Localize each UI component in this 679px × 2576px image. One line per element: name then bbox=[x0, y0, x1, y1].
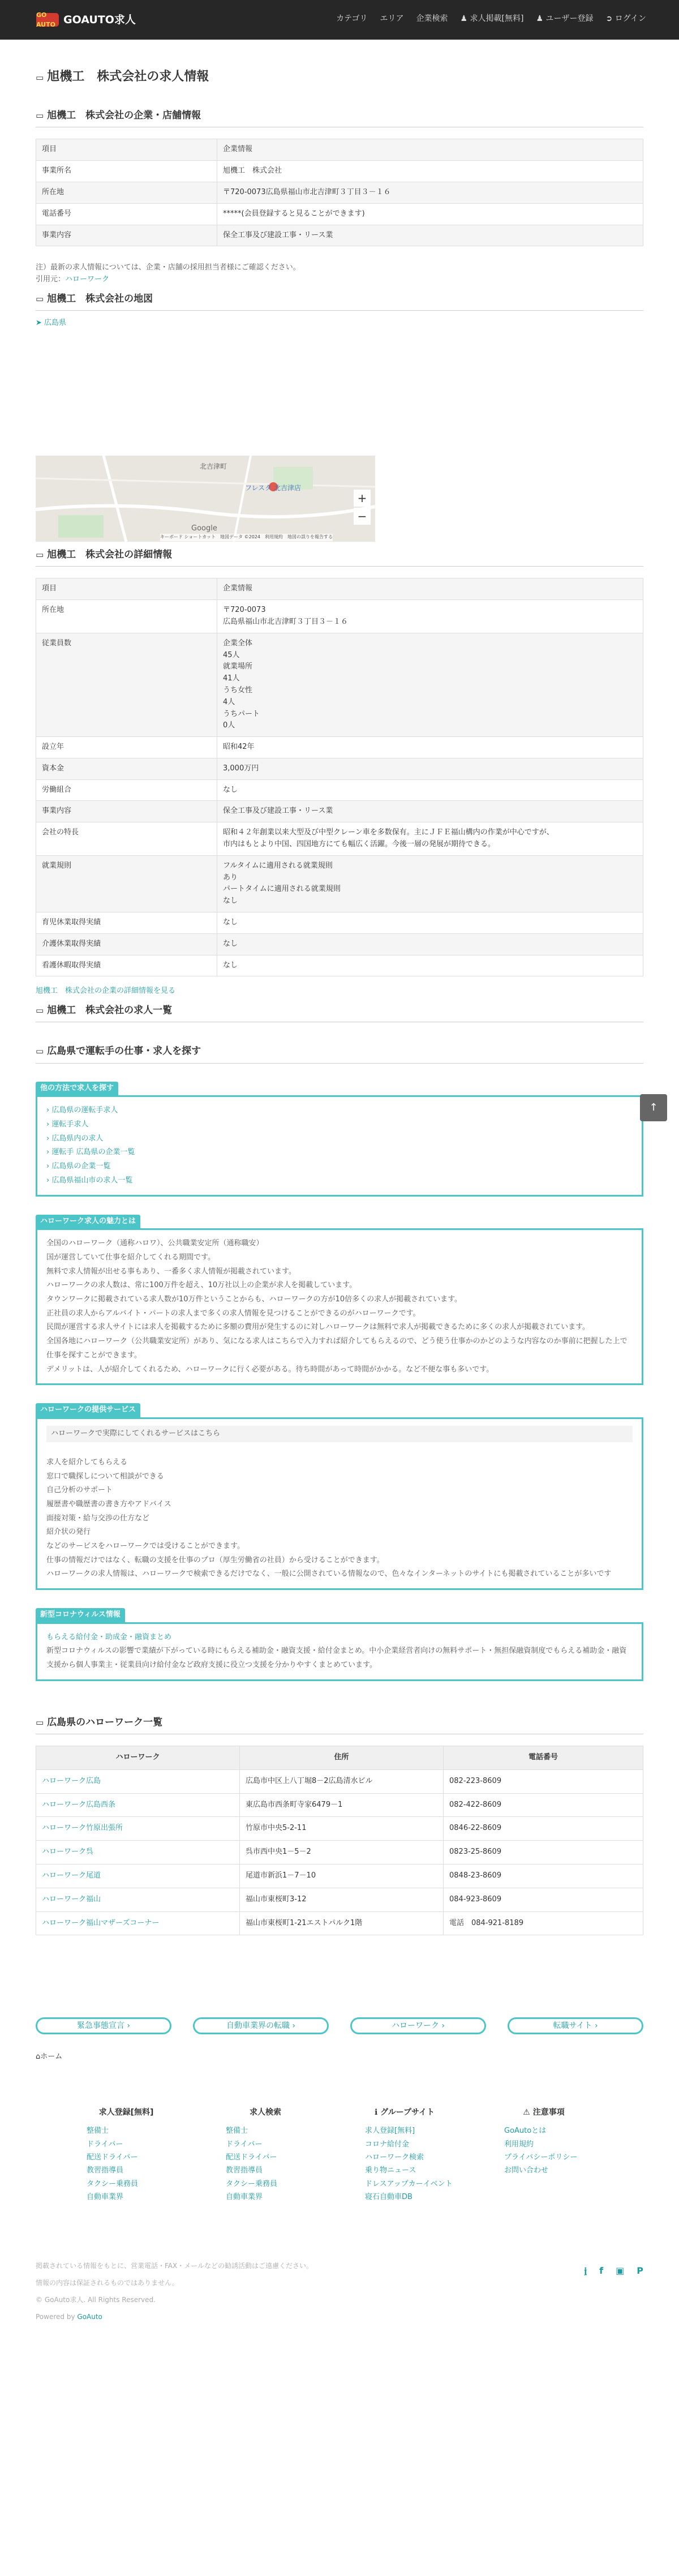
table-row bbox=[36, 822, 643, 856]
footer-link[interactable]: 配送ドライバー bbox=[87, 2153, 138, 2162]
table-cell: なし bbox=[217, 933, 643, 955]
table-row bbox=[36, 758, 643, 779]
table-row bbox=[36, 182, 643, 203]
table-cell: 項目 bbox=[36, 578, 217, 600]
footer-link[interactable]: 教習指導員 bbox=[87, 2166, 124, 2175]
column-header: ハローワーク bbox=[36, 1746, 240, 1770]
chevron-right-icon: › bbox=[292, 2021, 296, 2030]
hw-charm-content bbox=[36, 1228, 643, 1385]
chevron-right-icon: › bbox=[46, 1134, 50, 1143]
table-cell: 旭機工 株式会社 bbox=[217, 161, 643, 182]
location-icon: ➤ bbox=[36, 319, 42, 328]
chevron-right-icon: › bbox=[46, 1106, 50, 1115]
table-row bbox=[36, 912, 643, 934]
powered-prefix: Powered by bbox=[36, 2312, 75, 2321]
warning-icon: ⚠ bbox=[523, 2107, 530, 2117]
hw-service-content bbox=[36, 1417, 643, 1590]
table-header-row bbox=[36, 1746, 643, 1770]
hw-link[interactable]: ハローワーク呉 bbox=[42, 1848, 94, 1857]
map-label-place: フレスタ 北吉津店 bbox=[245, 484, 301, 492]
search-heading-text: 広島県で運転手の仕事・求人を探す bbox=[47, 1045, 201, 1057]
breadcrumb-home[interactable]: ホーム bbox=[40, 2052, 63, 2061]
footer-link[interactable]: プライバシーポリシー bbox=[504, 2153, 578, 2162]
table-cell: なし bbox=[217, 779, 643, 801]
footer-col-title bbox=[504, 2106, 583, 2119]
store-table bbox=[36, 139, 643, 246]
list-item[interactable] bbox=[46, 1146, 633, 1160]
footer-link[interactable]: ドライバー bbox=[226, 2140, 263, 2149]
table-cell: 尾道市新浜1－7－10 bbox=[240, 1865, 444, 1888]
building-icon: ▭ bbox=[36, 1046, 44, 1057]
table-row bbox=[36, 1865, 643, 1888]
building-icon: ▭ bbox=[36, 1717, 44, 1728]
hw-table-scroll[interactable] bbox=[36, 1734, 643, 1969]
table-row bbox=[36, 1817, 643, 1841]
pill-emergency[interactable] bbox=[36, 2017, 171, 2034]
login-icon: ➲ bbox=[605, 14, 613, 23]
service-item: 窓口で職探しについて相談ができる bbox=[46, 1472, 164, 1481]
scroll-to-top-button[interactable] bbox=[640, 1094, 667, 1121]
footer-link[interactable]: 配送ドライバー bbox=[226, 2153, 277, 2162]
text-line: 全国のハローワーク（通称ハロワ）、公共職業安定所（通称職安） bbox=[46, 1239, 264, 1248]
service-item: 紹介状の発行 bbox=[46, 1528, 91, 1537]
powered-link[interactable]: GoAuto bbox=[77, 2312, 102, 2321]
hw-link[interactable]: ハローワーク広島西条 bbox=[42, 1800, 116, 1809]
related-links bbox=[36, 2017, 643, 2034]
footer-link[interactable]: 整備士 bbox=[226, 2127, 248, 2136]
nav-category[interactable]: カテゴリ bbox=[336, 14, 368, 23]
company-detail-link[interactable]: 旭機工 株式会社の企業の詳細情報を見る bbox=[36, 987, 176, 996]
table-cell: 0846-22-8609 bbox=[444, 1817, 643, 1841]
site-logo[interactable] bbox=[36, 11, 136, 28]
nav-company-search[interactable]: 企業検索 bbox=[416, 14, 448, 23]
service-item: 自己分析のサポート bbox=[46, 1486, 113, 1495]
hw-charm-tag: ハローワーク求人の魅力とは bbox=[36, 1215, 140, 1229]
search-link[interactable]: 広島県福山市の求人一覧 bbox=[51, 1176, 133, 1185]
pill-hellowork[interactable] bbox=[350, 2017, 486, 2034]
list-item[interactable] bbox=[46, 1174, 633, 1188]
footer-link[interactable]: ドライバー bbox=[87, 2140, 123, 2149]
arrow-up-icon: ↑ bbox=[649, 1101, 658, 1113]
chevron-right-icon: › bbox=[46, 1120, 50, 1129]
corona-link[interactable]: もらえる給付金・助成金・融資まとめ bbox=[46, 1632, 172, 1641]
map-attribution: キーボード ショートカット 地図データ ©2024 利用規約 地図の誤りを報告する bbox=[160, 534, 333, 541]
twitter-icon[interactable]: 𝖏 bbox=[584, 2265, 587, 2276]
table-cell: 電話番号 bbox=[36, 203, 217, 225]
store-section-heading bbox=[36, 108, 643, 127]
nav-area[interactable]: エリア bbox=[380, 14, 404, 23]
table-cell: 事業内容 bbox=[36, 225, 217, 246]
table-row bbox=[36, 955, 643, 976]
table-cell: *****(会員登録すると見ることができます) bbox=[217, 203, 643, 225]
hw-link[interactable]: ハローワーク福山マザーズコーナー bbox=[42, 1918, 160, 1927]
corona-text: 新型コロナウィルスの影響で業績が下がっている時にもらえる補助金・融資支援・給付金まとめ。中小企業経営者向けの無料サポート・無担保融資制度でもらえる補助金・融資支援から個人事業主・従業員向け給付金など政府支援に役立つ支援を分かりやすくまとめています。 bbox=[46, 1647, 627, 1670]
text-line: 民間が運営する求人サイトには求人を掲載するために多額の費用が発生するのに対しハローワークは無料で求人が掲載できるために多くの求人が掲載されています。 bbox=[46, 1323, 590, 1332]
table-cell: 082-422-8609 bbox=[444, 1793, 643, 1817]
hw-charm-box bbox=[36, 1215, 643, 1386]
footer-col-title bbox=[365, 2106, 444, 2119]
table-cell: 企業全体 45人 就業場所 41人 うち女性 4人 うちパート 0人 bbox=[217, 633, 643, 736]
map-heading-text: 旭機工 株式会社の地図 bbox=[47, 293, 153, 305]
table-cell: 竹原市中央5-2-11 bbox=[240, 1817, 444, 1841]
text-line: ハローワークの求人数は、常に100万件を超え、10万社以上の企業が求人を掲載しています。 bbox=[46, 1281, 357, 1290]
hw-table bbox=[36, 1746, 643, 1935]
footer-link[interactable]: 乗り物ニュース bbox=[365, 2166, 416, 2175]
table-cell: 看護休暇取得実績 bbox=[36, 955, 217, 976]
text-line: などのサービスをハローワークでは受けることができます。 bbox=[46, 1541, 244, 1550]
table-row bbox=[36, 1769, 643, 1793]
instagram-icon[interactable]: ▣ bbox=[616, 2265, 625, 2276]
text-line: 仕事の情報だけではなく、転職の支援を仕事のプロ（厚生労働省の社員）から受けることができます。 bbox=[46, 1555, 384, 1565]
logo-text: GOAUTO求人 bbox=[63, 14, 136, 26]
other-search-tag: 他の方法で求人を探す bbox=[36, 1082, 118, 1096]
note-line: 注）最新の求人情報については、企業・店舗の採用担当者様にご確認ください。 bbox=[36, 263, 300, 272]
nav-register-label: ユーザー登録 bbox=[545, 14, 594, 23]
footer-col-title-text: グループサイト bbox=[380, 2107, 435, 2117]
footer-link[interactable]: タクシー乗務員 bbox=[226, 2179, 278, 2188]
table-cell: 労働組合 bbox=[36, 779, 217, 801]
search-link[interactable]: 広島県の企業一覧 bbox=[51, 1162, 111, 1171]
nav-register[interactable] bbox=[536, 12, 593, 25]
table-row bbox=[36, 633, 643, 736]
table-cell: 084-923-8609 bbox=[444, 1888, 643, 1911]
footer-col-title-text: 注意事項 bbox=[532, 2107, 565, 2117]
hw-list-heading-text: 広島県のハローワーク一覧 bbox=[47, 1716, 163, 1728]
store-heading-text: 旭機工 株式会社の企業・店舗情報 bbox=[47, 110, 201, 122]
list-item[interactable] bbox=[46, 1104, 633, 1118]
table-cell: 企業情報 bbox=[217, 139, 643, 161]
building-icon: ▭ bbox=[36, 293, 44, 304]
source-prefix: 引用元： bbox=[36, 275, 66, 284]
table-row bbox=[36, 203, 643, 225]
building-icon: ▭ bbox=[36, 1005, 44, 1016]
table-row bbox=[36, 1888, 643, 1911]
breadcrumb bbox=[36, 2051, 643, 2063]
table-row bbox=[36, 161, 643, 182]
footer-link[interactable]: 自動車業界 bbox=[87, 2193, 124, 2202]
nav-login[interactable] bbox=[606, 12, 647, 25]
table-cell: 企業情報 bbox=[217, 578, 643, 600]
chevron-right-icon: › bbox=[46, 1176, 50, 1185]
detail-section-heading bbox=[36, 547, 643, 567]
service-item: 求人を紹介してもらえる bbox=[46, 1458, 128, 1467]
table-cell: 項目 bbox=[36, 139, 217, 161]
text-line: 正社員の求人からアルバイト・パートの求人まで多くの求人情報を見つけることができるのがハローワークです。 bbox=[46, 1309, 420, 1318]
footer-link[interactable]: タクシー乗務員 bbox=[87, 2179, 139, 2188]
table-row bbox=[36, 855, 643, 912]
user-icon: ♟ bbox=[536, 14, 544, 23]
table-cell: 事業内容 bbox=[36, 801, 217, 822]
other-search-box bbox=[36, 1082, 643, 1197]
map-label-town: 北吉津町 bbox=[200, 462, 227, 471]
pill-label: ハローワーク bbox=[391, 2021, 439, 2030]
table-cell: 広島市中区上八丁堀8－2広島清水ビル bbox=[240, 1769, 444, 1793]
map-area-link[interactable]: 広島県 bbox=[44, 319, 67, 328]
jobs-heading-text: 旭機工 株式会社の求人一覧 bbox=[47, 1005, 173, 1017]
map-area bbox=[36, 318, 643, 542]
table-cell: 事業所名 bbox=[36, 161, 217, 182]
table-cell: 3,000万円 bbox=[217, 758, 643, 779]
jobs-section-heading bbox=[36, 1003, 643, 1022]
table-cell: 会社の特長 bbox=[36, 822, 217, 856]
table-cell: 電話 084-921-8189 bbox=[444, 1911, 643, 1935]
footer-link[interactable]: 整備士 bbox=[87, 2127, 109, 2136]
table-row bbox=[36, 933, 643, 955]
copyright: © GoAuto求人. All Rights Reserved. bbox=[36, 2295, 156, 2304]
service-intro: ハローワークで実際にしてくれるサービスはこちら bbox=[46, 1426, 633, 1442]
text-line: タウンワークに掲載されている求人数が10万件ということからも、ハローワークの方が10倍多くの求人が掲載されています。 bbox=[46, 1295, 462, 1304]
search-section-heading bbox=[36, 1044, 643, 1063]
table-cell: 保全工事及び建設工事・リース業 bbox=[217, 801, 643, 822]
footer-col-notes bbox=[504, 2106, 643, 2204]
google-map[interactable] bbox=[36, 456, 375, 542]
table-cell: 就業規則 bbox=[36, 855, 217, 912]
table-cell: 0848-23-8609 bbox=[444, 1865, 643, 1888]
footer-col-group bbox=[365, 2106, 504, 2204]
table-cell: 昭和42年 bbox=[217, 737, 643, 758]
logo-car-icon: GO AUTO bbox=[36, 13, 59, 27]
table-row bbox=[36, 779, 643, 801]
footer-link[interactable]: GoAutoとは bbox=[504, 2127, 547, 2136]
chevron-right-icon: › bbox=[594, 2021, 598, 2030]
hw-link[interactable]: ハローワーク竹原出張所 bbox=[42, 1824, 123, 1833]
table-cell: フルタイムに適用される就業規則 あり パートタイムに適用される就業規則 なし bbox=[217, 855, 643, 912]
chevron-right-icon: › bbox=[46, 1148, 50, 1157]
pill-car-industry[interactable] bbox=[193, 2017, 329, 2034]
table-row bbox=[36, 737, 643, 758]
footer-bottom bbox=[36, 2257, 643, 2325]
text-line: 無料で求人情報が出せる事もあり、一番多く求人情報が掲載されています。 bbox=[46, 1267, 296, 1276]
info-icon: ℹ bbox=[374, 2107, 378, 2117]
table-cell: 〒720-0073広島県福山市北吉津町３丁目３－１６ bbox=[217, 182, 643, 203]
list-item[interactable] bbox=[46, 1160, 633, 1174]
pill-label: 緊急事態宣言 bbox=[76, 2021, 124, 2030]
table-row bbox=[36, 801, 643, 822]
table-cell: 昭和４２年創業以来大型及び中型クレーン車を多数保有。主にＪＦＥ福山構内の作業が中心ですが、 市内はもとより中国、四国地方にても幅広く活躍。今後一層の発展が期待できる。 bbox=[217, 822, 643, 856]
hw-list-heading bbox=[36, 1715, 643, 1734]
table-row bbox=[36, 139, 643, 161]
footer-disclaimer: 情報の内容は保証されるものではありません。 bbox=[36, 2278, 179, 2287]
table-cell: なし bbox=[217, 955, 643, 976]
hw-link[interactable]: ハローワーク福山 bbox=[42, 1895, 101, 1904]
table-cell: 東広島市西条町寺家6479－1 bbox=[240, 1793, 444, 1817]
nav-post-job-label: 求人掲載[無料] bbox=[470, 14, 524, 23]
table-cell: なし bbox=[217, 912, 643, 934]
powered-by bbox=[36, 2308, 643, 2325]
corona-content bbox=[36, 1622, 643, 1681]
table-cell: 所在地 bbox=[36, 182, 217, 203]
disclaimer-note bbox=[36, 262, 643, 286]
search-link[interactable]: 広島県内の求人 bbox=[51, 1134, 104, 1143]
hw-service-box bbox=[36, 1403, 643, 1590]
table-row bbox=[36, 1841, 643, 1865]
footer-link[interactable]: お問い合わせ bbox=[504, 2166, 549, 2175]
search-link[interactable]: 運転手求人 bbox=[51, 1120, 89, 1129]
footer-disclaimer: 掲載されている情報をもとに、営業電話・FAX・メールなどの勧誘活動はご遠慮ください。 bbox=[36, 2261, 313, 2270]
table-row bbox=[36, 600, 643, 633]
table-cell: 保全工事及び建設工事・リース業 bbox=[217, 225, 643, 246]
table-row bbox=[36, 225, 643, 246]
building-icon: ▭ bbox=[36, 110, 44, 121]
hw-link[interactable]: ハローワーク尾道 bbox=[42, 1871, 101, 1880]
footer-link[interactable]: 利用規約 bbox=[504, 2140, 534, 2149]
main-content bbox=[36, 67, 643, 2342]
corona-tag: 新型コロナウィルス情報 bbox=[36, 1608, 125, 1622]
footer-link[interactable]: 求人登録[無料] bbox=[365, 2127, 415, 2136]
map-section-heading bbox=[36, 292, 643, 311]
footer-col-title: 求人登録[無料] bbox=[98, 2107, 154, 2117]
footer-link[interactable]: 教習指導員 bbox=[226, 2166, 263, 2175]
table-row bbox=[36, 1911, 643, 1935]
detail-link-row bbox=[36, 985, 643, 997]
service-item: 履歴書や職歴書の書き方やアドバイス bbox=[46, 1499, 171, 1508]
footer-col-register bbox=[87, 2106, 226, 2204]
text-line: 国が運営していて仕事を紹介してくれる期間です。 bbox=[46, 1253, 215, 1262]
table-cell: 0823-25-8609 bbox=[444, 1841, 643, 1865]
table-cell: 所在地 bbox=[36, 600, 217, 633]
footer-link[interactable]: 寝石自動車DB bbox=[365, 2193, 412, 2202]
table-row bbox=[36, 578, 643, 600]
detail-table bbox=[36, 578, 643, 976]
list-item[interactable] bbox=[46, 1132, 633, 1146]
table-cell: 福山市東桜町3-12 bbox=[240, 1888, 444, 1911]
facebook-icon[interactable]: f bbox=[599, 2265, 604, 2276]
user-icon: ♟ bbox=[460, 14, 468, 23]
table-cell: 呉市西中央1－5－2 bbox=[240, 1841, 444, 1865]
table-cell: 福山市東桜町1-21エストパルク1階 bbox=[240, 1911, 444, 1935]
text-line: ハローワークの求人情報は、ハローワークで検索できるだけでなく、一般に公開されている情報なので、色々なインターネットのサイトにも掲載されていることが多いです bbox=[46, 1570, 612, 1579]
footer-link[interactable]: 自動車業界 bbox=[226, 2193, 263, 2202]
footer-link[interactable]: ハローワーク検索 bbox=[365, 2153, 424, 2162]
corona-box bbox=[36, 1608, 643, 1681]
pill-label: 自動車業界の転職 bbox=[226, 2021, 290, 2030]
home-icon: ⌂ bbox=[36, 2052, 41, 2061]
source-link[interactable]: ハローワーク bbox=[65, 275, 110, 284]
page-title-text: 旭機工 株式会社の求人情報 bbox=[47, 70, 209, 84]
service-item: 面接対策・給与交渉の仕方など bbox=[46, 1514, 150, 1523]
footer-link[interactable]: ドレスアップカーイベント bbox=[365, 2179, 453, 2188]
building-icon: ▭ bbox=[36, 550, 44, 560]
table-cell: 介護休業取得実績 bbox=[36, 933, 217, 955]
pill-job-sites[interactable] bbox=[508, 2017, 643, 2034]
table-cell: 設立年 bbox=[36, 737, 217, 758]
search-link[interactable]: 広島県の運転手求人 bbox=[51, 1106, 118, 1115]
footer-col-search bbox=[226, 2106, 365, 2204]
chevron-right-icon: › bbox=[127, 2021, 131, 2030]
footer-columns bbox=[87, 2106, 643, 2204]
search-link[interactable]: 運転手 広島県の企業一覧 bbox=[51, 1148, 135, 1157]
table-cell: 資本金 bbox=[36, 758, 217, 779]
zoom-out-button[interactable]: − bbox=[354, 508, 371, 525]
nav-login-label: ログイン bbox=[614, 14, 646, 23]
column-header: 住所 bbox=[240, 1746, 444, 1770]
source-line bbox=[36, 274, 643, 286]
table-cell: 従業員数 bbox=[36, 633, 217, 736]
page-title bbox=[36, 67, 643, 92]
social-links bbox=[584, 2260, 643, 2282]
table-row bbox=[36, 1793, 643, 1817]
building-icon: ▭ bbox=[36, 72, 44, 83]
footer-col-title: 求人検索 bbox=[250, 2107, 281, 2117]
site-header bbox=[0, 0, 679, 40]
google-logo: Google bbox=[191, 524, 217, 533]
map-area-link-row bbox=[36, 318, 643, 329]
footer-link[interactable]: コロナ給付金 bbox=[365, 2140, 410, 2149]
pinterest-icon[interactable]: P bbox=[637, 2265, 643, 2276]
table-cell: 082-223-8609 bbox=[444, 1769, 643, 1793]
chevron-right-icon: › bbox=[46, 1162, 50, 1171]
list-item[interactable] bbox=[46, 1118, 633, 1132]
chevron-right-icon: › bbox=[441, 2021, 445, 2030]
detail-heading-text: 旭機工 株式会社の詳細情報 bbox=[47, 549, 173, 561]
zoom-in-button[interactable]: + bbox=[354, 490, 371, 507]
nav-post-job[interactable] bbox=[461, 12, 524, 25]
column-header: 電話番号 bbox=[444, 1746, 643, 1770]
header-nav bbox=[336, 12, 646, 25]
hw-service-tag: ハローワークの提供サービス bbox=[36, 1403, 140, 1417]
pill-label: 転職サイト bbox=[553, 2021, 592, 2030]
text-line: 全国各地にハローワーク（公共職業安定所）があり、気になる求人はこちらで入力すれば紹介してもらえるので、どう使う仕事かのかどのような内容なのか事前に把握した上で仕事を探すことができます。 bbox=[46, 1337, 628, 1360]
hw-link[interactable]: ハローワーク広島 bbox=[42, 1776, 101, 1785]
other-search-content bbox=[36, 1095, 643, 1196]
table-cell: 育児休業取得実績 bbox=[36, 912, 217, 934]
text-line: デメリットは、人が紹介してくれるため、ハローワークに行く必要がある。待ち時間があって時間がかかる。など不便な事も多いです。 bbox=[46, 1365, 494, 1374]
table-cell: 〒720-0073 広島県福山市北吉津町３丁目３－１６ bbox=[217, 600, 643, 633]
